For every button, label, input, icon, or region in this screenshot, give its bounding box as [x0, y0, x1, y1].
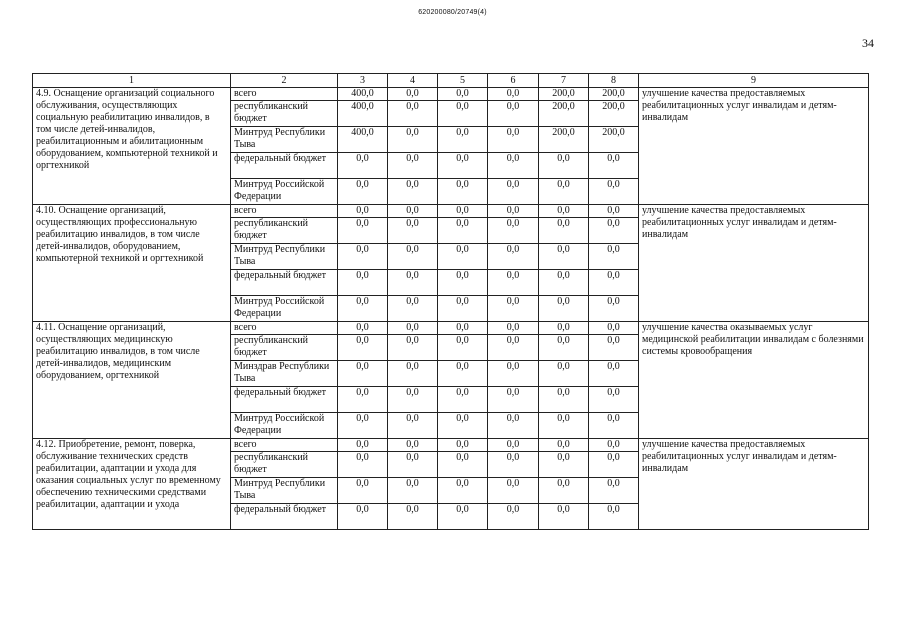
amount-cell: 0,0 [488, 244, 539, 270]
column-header-4: 4 [388, 74, 438, 88]
amount-cell: 0,0 [488, 335, 539, 361]
amount-cell: 0,0 [488, 504, 539, 530]
amount-cell: 0,0 [539, 244, 589, 270]
amount-cell: 0,0 [488, 153, 539, 179]
amount-cell: 0,0 [338, 322, 388, 335]
amount-cell: 0,0 [488, 322, 539, 335]
header-row [33, 74, 869, 88]
funding-source-cell: республиканский бюджет [231, 101, 338, 127]
table-row [33, 439, 869, 452]
amount-cell: 0,0 [589, 387, 639, 413]
amount-cell: 0,0 [438, 101, 488, 127]
amount-cell: 200,0 [539, 88, 589, 101]
amount-cell: 0,0 [438, 153, 488, 179]
amount-cell: 0,0 [539, 387, 589, 413]
measure-cell: 4.10. Оснащение организаций, осуществляющих профессиональную реабилитацию инвалидов, в том числе детей-инвалидов, оборудованием, компьютерной техникой и оргтехникой [33, 205, 231, 322]
amount-cell: 0,0 [388, 296, 438, 322]
table-row [33, 322, 869, 335]
amount-cell: 0,0 [388, 153, 438, 179]
amount-cell: 0,0 [388, 179, 438, 205]
amount-cell: 0,0 [438, 387, 488, 413]
funding-source-cell: Минтруд Республики Тыва [231, 127, 338, 153]
amount-cell: 0,0 [388, 478, 438, 504]
amount-cell: 0,0 [338, 270, 388, 296]
amount-cell: 0,0 [388, 452, 438, 478]
column-header-3: 3 [338, 74, 388, 88]
amount-cell: 0,0 [438, 361, 488, 387]
budget-table [32, 73, 869, 530]
funding-source-cell: Минтруд Республики Тыва [231, 244, 338, 270]
funding-source-cell: Минздрав Республики Тыва [231, 361, 338, 387]
amount-cell: 0,0 [388, 439, 438, 452]
amount-cell: 0,0 [539, 413, 589, 439]
amount-cell: 0,0 [338, 244, 388, 270]
amount-cell: 0,0 [388, 413, 438, 439]
amount-cell: 0,0 [338, 335, 388, 361]
amount-cell: 0,0 [488, 270, 539, 296]
funding-source-cell: Минтруд Российской Федерации [231, 179, 338, 205]
amount-cell: 0,0 [589, 244, 639, 270]
amount-cell: 0,0 [438, 452, 488, 478]
amount-cell: 0,0 [488, 452, 539, 478]
funding-source-cell: федеральный бюджет [231, 387, 338, 413]
funding-source-cell: республиканский бюджет [231, 218, 338, 244]
amount-cell: 0,0 [438, 127, 488, 153]
amount-cell: 0,0 [488, 478, 539, 504]
amount-cell: 400,0 [338, 101, 388, 127]
amount-cell: 0,0 [388, 504, 438, 530]
amount-cell: 400,0 [338, 88, 388, 101]
amount-cell: 0,0 [539, 322, 589, 335]
funding-source-cell: федеральный бюджет [231, 153, 338, 179]
amount-cell: 0,0 [589, 153, 639, 179]
amount-cell: 200,0 [589, 101, 639, 127]
amount-cell: 0,0 [438, 88, 488, 101]
amount-cell: 0,0 [589, 218, 639, 244]
amount-cell: 0,0 [539, 153, 589, 179]
measure-cell: 4.11. Оснащение организаций, осуществляющих медицинскую реабилитацию инвалидов, в том числе детей-инвалидов, медицинским оборудованием, оргтехникой [33, 322, 231, 439]
funding-source-cell: республиканский бюджет [231, 335, 338, 361]
amount-cell: 0,0 [539, 504, 589, 530]
amount-cell: 0,0 [539, 452, 589, 478]
amount-cell: 0,0 [388, 101, 438, 127]
amount-cell: 0,0 [438, 335, 488, 361]
table-header [33, 74, 869, 88]
page-number: 34 [862, 36, 874, 50]
amount-cell: 0,0 [488, 205, 539, 218]
amount-cell: 0,0 [338, 218, 388, 244]
amount-cell: 0,0 [388, 361, 438, 387]
amount-cell: 0,0 [488, 88, 539, 101]
amount-cell: 0,0 [438, 504, 488, 530]
table-row [33, 88, 869, 101]
document-code: 620200080/20749(4) [418, 9, 487, 16]
amount-cell: 200,0 [539, 101, 589, 127]
amount-cell: 0,0 [488, 296, 539, 322]
amount-cell: 0,0 [388, 270, 438, 296]
amount-cell: 0,0 [438, 439, 488, 452]
amount-cell: 0,0 [338, 478, 388, 504]
amount-cell: 0,0 [388, 244, 438, 270]
expected-result-cell: улучшение качества оказываемых услуг медицинской реабилитации инвалидам с болезнями системы кровообращения [639, 322, 869, 439]
measure-cell: 4.9. Оснащение организаций социального обслуживания, осуществляющих социальную реабилитацию инвалидов, в том числе детей-инвалидов, реабилитационным и абилитационным оборудованием, компьютерной техникой и оргтехникой [33, 88, 231, 205]
amount-cell: 0,0 [539, 439, 589, 452]
amount-cell: 0,0 [589, 504, 639, 530]
funding-source-cell: Минтруд Республики Тыва [231, 478, 338, 504]
amount-cell: 0,0 [338, 439, 388, 452]
amount-cell: 200,0 [589, 127, 639, 153]
measure-cell: 4.12. Приобретение, ремонт, поверка, обслуживание технических средств реабилитации, адаптации и ухода для оказания социальных услуг по временному обеспечению техническими средствами реабилитации, адаптации и ухода [33, 439, 231, 530]
amount-cell: 0,0 [539, 179, 589, 205]
amount-cell: 0,0 [589, 270, 639, 296]
funding-source-cell: всего [231, 205, 338, 218]
amount-cell: 0,0 [338, 413, 388, 439]
column-header-1: 1 [33, 74, 231, 88]
expected-result-cell: улучшение качества предоставляемых реабилитационных услуг инвалидам и детям-инвалидам [639, 205, 869, 322]
funding-source-cell: Минтруд Российской Федерации [231, 296, 338, 322]
amount-cell: 200,0 [589, 88, 639, 101]
amount-cell: 0,0 [539, 296, 589, 322]
funding-source-cell: федеральный бюджет [231, 504, 338, 530]
amount-cell: 0,0 [388, 335, 438, 361]
amount-cell: 0,0 [589, 478, 639, 504]
expected-result-cell: улучшение качества предоставляемых реабилитационных услуг инвалидам и детям-инвалидам [639, 88, 869, 205]
amount-cell: 0,0 [438, 244, 488, 270]
amount-cell: 0,0 [388, 218, 438, 244]
amount-cell: 0,0 [388, 322, 438, 335]
funding-source-cell: Минтруд Российской Федерации [231, 413, 338, 439]
amount-cell: 0,0 [488, 387, 539, 413]
amount-cell: 0,0 [338, 452, 388, 478]
amount-cell: 0,0 [338, 361, 388, 387]
amount-cell: 0,0 [539, 270, 589, 296]
amount-cell: 0,0 [589, 335, 639, 361]
amount-cell: 0,0 [589, 179, 639, 205]
column-header-2: 2 [231, 74, 338, 88]
amount-cell: 0,0 [589, 361, 639, 387]
funding-source-cell: всего [231, 439, 338, 452]
amount-cell: 0,0 [488, 439, 539, 452]
amount-cell: 200,0 [539, 127, 589, 153]
amount-cell: 0,0 [539, 218, 589, 244]
column-header-5: 5 [438, 74, 488, 88]
amount-cell: 0,0 [438, 218, 488, 244]
amount-cell: 0,0 [589, 413, 639, 439]
amount-cell: 0,0 [338, 387, 388, 413]
amount-cell: 0,0 [488, 179, 539, 205]
amount-cell: 0,0 [438, 413, 488, 439]
amount-cell: 0,0 [438, 205, 488, 218]
amount-cell: 0,0 [388, 205, 438, 218]
amount-cell: 0,0 [539, 335, 589, 361]
amount-cell: 0,0 [488, 101, 539, 127]
amount-cell: 0,0 [488, 218, 539, 244]
funding-source-cell: федеральный бюджет [231, 270, 338, 296]
amount-cell: 0,0 [338, 296, 388, 322]
amount-cell: 0,0 [589, 452, 639, 478]
amount-cell: 0,0 [488, 127, 539, 153]
amount-cell: 0,0 [438, 270, 488, 296]
amount-cell: 0,0 [438, 478, 488, 504]
amount-cell: 0,0 [388, 387, 438, 413]
column-header-6: 6 [488, 74, 539, 88]
column-header-9: 9 [639, 74, 869, 88]
funding-source-cell: республиканский бюджет [231, 452, 338, 478]
amount-cell: 0,0 [539, 478, 589, 504]
column-header-8: 8 [589, 74, 639, 88]
amount-cell: 0,0 [388, 127, 438, 153]
amount-cell: 0,0 [488, 361, 539, 387]
column-header-7: 7 [539, 74, 589, 88]
funding-source-cell: всего [231, 88, 338, 101]
amount-cell: 0,0 [438, 179, 488, 205]
amount-cell: 0,0 [438, 296, 488, 322]
funding-source-cell: всего [231, 322, 338, 335]
amount-cell: 0,0 [589, 205, 639, 218]
amount-cell: 0,0 [338, 205, 388, 218]
table-row [33, 205, 869, 218]
expected-result-cell: улучшение качества предоставляемых реабилитационных услуг инвалидам и детям-инвалидам [639, 439, 869, 530]
amount-cell: 0,0 [438, 322, 488, 335]
amount-cell: 0,0 [488, 413, 539, 439]
amount-cell: 0,0 [539, 361, 589, 387]
amount-cell: 0,0 [338, 153, 388, 179]
amount-cell: 400,0 [338, 127, 388, 153]
amount-cell: 0,0 [539, 205, 589, 218]
table-body [33, 88, 869, 530]
amount-cell: 0,0 [589, 296, 639, 322]
amount-cell: 0,0 [338, 504, 388, 530]
amount-cell: 0,0 [589, 439, 639, 452]
amount-cell: 0,0 [338, 179, 388, 205]
amount-cell: 0,0 [388, 88, 438, 101]
amount-cell: 0,0 [589, 322, 639, 335]
